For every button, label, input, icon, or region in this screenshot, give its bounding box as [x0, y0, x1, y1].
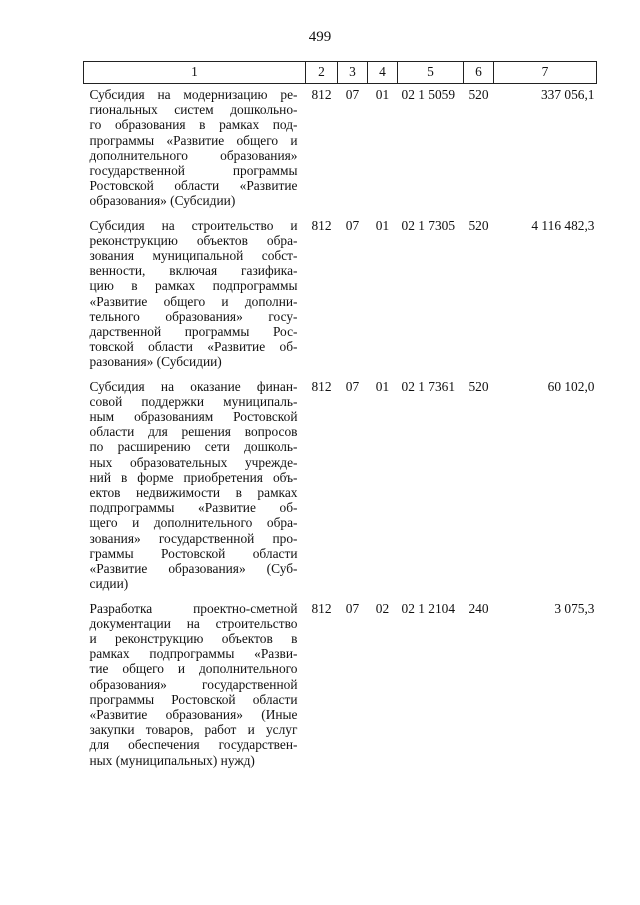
section-code: 07 [345, 87, 360, 102]
description-line: «Развитие образования» (Иные [89, 706, 298, 722]
description-line: документации на строительство [89, 615, 298, 631]
row-description [84, 598, 306, 774]
target-article: 02 1 5059 [401, 87, 456, 102]
table-row [84, 84, 597, 215]
description-line: совой поддержки муниципаль- [89, 393, 298, 409]
header-col-7: 7 [494, 62, 597, 84]
table-header [84, 62, 597, 84]
description-line: сидии) [89, 576, 129, 592]
header-col-6: 6 [464, 62, 494, 84]
subsection-code: 01 [375, 217, 390, 233]
description-line: реконструкцию объектов обра- [89, 232, 298, 248]
header-col-4: 4 [368, 62, 398, 84]
ministry-code: 812 [311, 87, 332, 102]
description-line: рамках подпрограммы «Разви- [89, 646, 298, 662]
table-body [84, 84, 597, 774]
description-line: гиональных систем дошкольно- [89, 102, 298, 118]
header-col-2: 2 [306, 62, 338, 84]
row-description [84, 215, 306, 376]
description-line: Субсидия на оказание финан- [89, 378, 298, 394]
target-article: 02 1 7361 [401, 378, 456, 394]
subsection-code: 01 [375, 378, 390, 394]
description-line: венности, включая газифика- [89, 263, 298, 279]
target-article: 02 1 2104 [401, 600, 456, 616]
description-line: области для решения вопросов [89, 424, 298, 440]
expense-type: 520 [468, 378, 489, 394]
page-number: 499 [308, 29, 332, 45]
amount-value: 4 116 482,3 [531, 217, 595, 233]
amount-value: 60 102,0 [547, 378, 595, 394]
table-row [84, 598, 597, 774]
description-line: тельного образования» госу- [89, 308, 298, 324]
description-line: цию в рамках подпрограммы [89, 278, 298, 294]
header-col-3: 3 [338, 62, 368, 84]
expense-type: 240 [468, 600, 489, 616]
row-description [84, 84, 306, 215]
description-line: ний в форме приобретения объ- [89, 469, 298, 485]
description-line: дарственной программы Рос- [89, 324, 298, 340]
description-line: разования» (Субсидии) [89, 354, 222, 370]
description-line: Разработка проектно-сметной [89, 600, 298, 616]
description-line: Субсидия на модернизацию ре- [89, 87, 298, 102]
description-line: «Развитие общего и дополни- [89, 293, 298, 309]
description-line: «Развитие образования» (Суб- [89, 561, 298, 577]
description-line: зования» государственной про- [89, 530, 298, 546]
ministry-code: 812 [311, 378, 332, 394]
description-line: и реконструкцию объектов в [89, 630, 298, 646]
description-line: ных (муниципальных) нужд) [89, 752, 255, 768]
table-row [84, 215, 597, 376]
expense-type: 520 [468, 87, 489, 102]
target-article: 02 1 7305 [401, 217, 456, 233]
expense-type: 520 [468, 217, 489, 233]
amount-value: 3 075,3 [554, 600, 595, 616]
description-line: товской области «Развитие об- [89, 339, 298, 355]
section-code: 07 [345, 378, 360, 394]
subsection-code: 01 [375, 87, 390, 102]
description-line: граммы Ростовской области [89, 545, 298, 561]
description-line: по расширению сети дошколь- [89, 439, 298, 455]
section-code: 07 [345, 600, 360, 616]
description-line: подпрограммы «Развитие об- [89, 500, 298, 516]
description-line: программы Ростовской области [89, 691, 298, 707]
header-col-5: 5 [398, 62, 464, 84]
description-line: Ростовской области «Развитие [89, 178, 298, 194]
amount-value: 337 056,1 [540, 87, 595, 102]
description-line: для обеспечения государствен- [89, 737, 298, 753]
description-line: ным образованиям Ростовской [89, 409, 298, 425]
budget-table [83, 61, 597, 774]
description-line: го образования в рамках под- [89, 117, 298, 133]
table-row [84, 376, 597, 598]
description-line: ных образовательных учрежде- [89, 454, 298, 470]
header-row [84, 62, 597, 84]
section-code: 07 [345, 217, 360, 233]
description-line: Субсидия на строительство и [89, 217, 298, 233]
ministry-code: 812 [311, 600, 332, 616]
subsection-code: 02 [375, 600, 390, 616]
ministry-code: 812 [311, 217, 332, 233]
description-line: зования муниципальной собст- [89, 248, 298, 264]
description-line: образования» государственной [89, 676, 298, 692]
description-line: дополнительного образования» [89, 147, 298, 163]
description-line: закупки товаров, работ и услуг [89, 722, 298, 738]
description-line: программы «Развитие общего и [89, 132, 298, 148]
header-col-1: 1 [84, 62, 306, 84]
description-line: щего и дополнительного обра- [89, 515, 298, 531]
description-line: тие общего и дополнительного [89, 661, 298, 677]
description-line: государственной программы [89, 163, 298, 179]
description-line: образования» (Субсидии) [89, 193, 236, 209]
row-description [84, 376, 306, 598]
description-line: ектов недвижимости в рамках [89, 485, 298, 501]
